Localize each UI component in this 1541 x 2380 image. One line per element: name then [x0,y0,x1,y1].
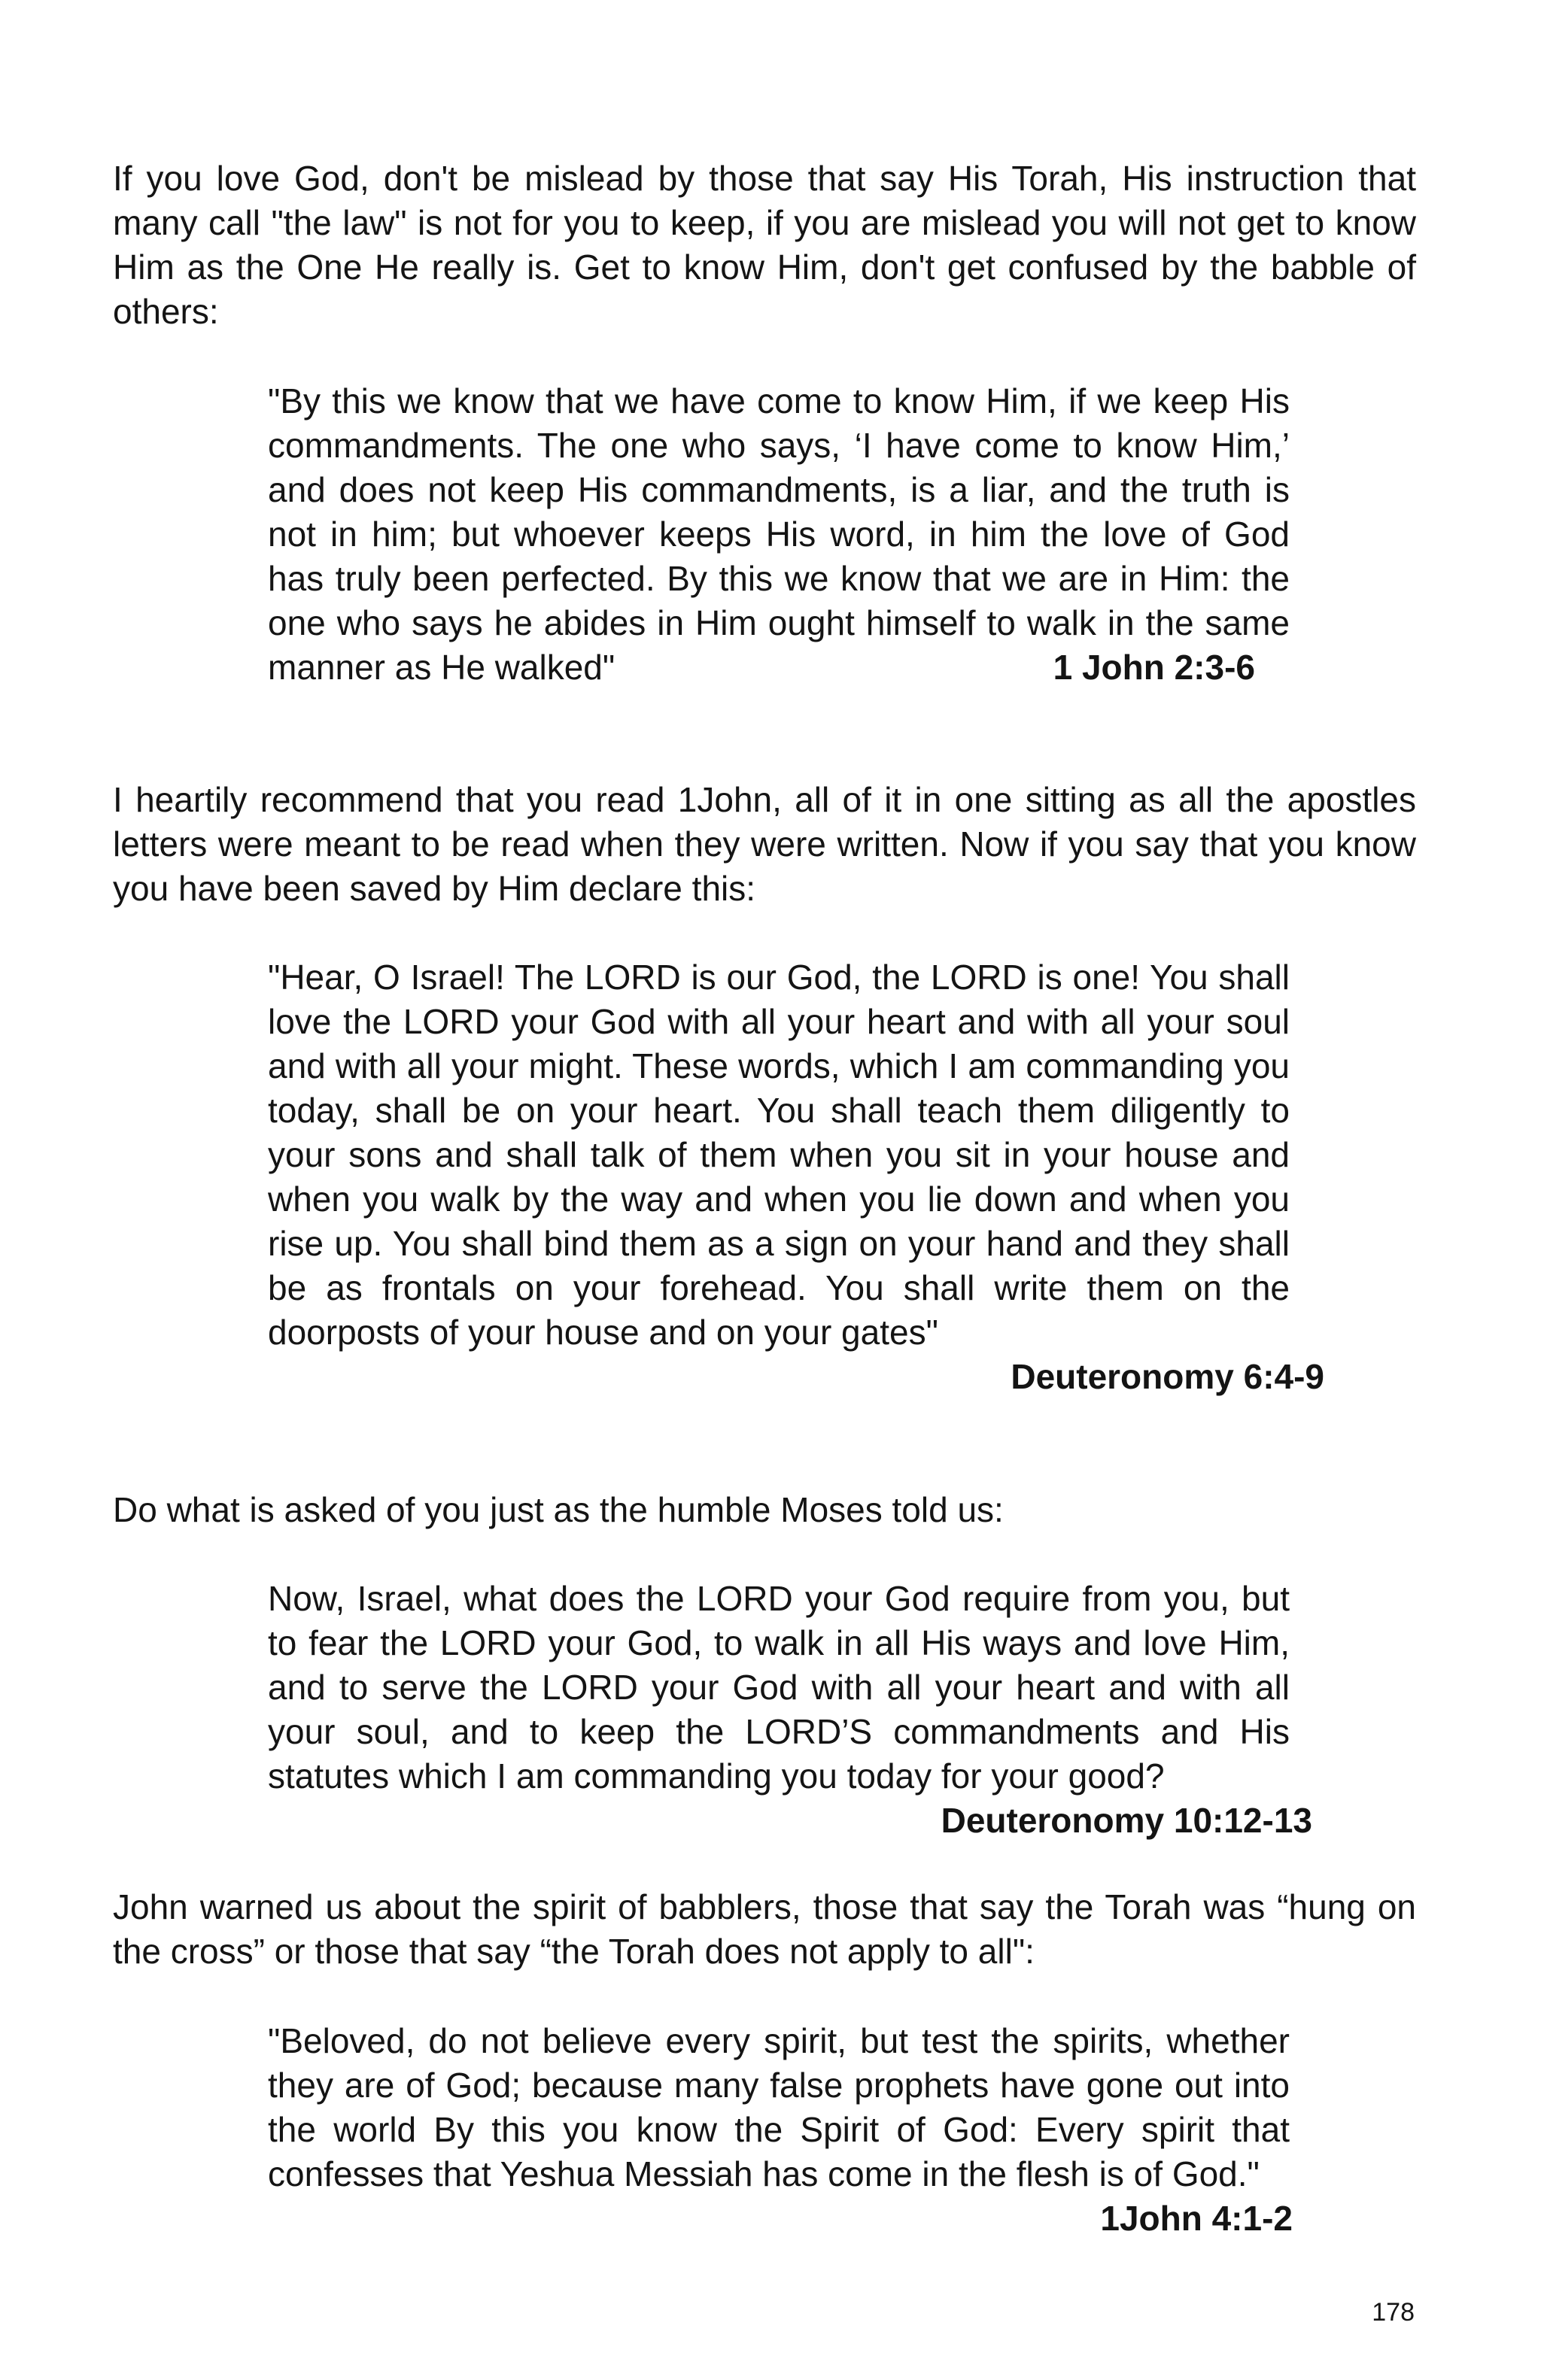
paragraph-moses: Do what is asked of you just as the humble Moses told us: [113,1490,1004,1529]
quote-citation: 1 John 2:3-6 [1053,648,1255,687]
quote-deuteronomy-6 [268,955,1324,1399]
paragraph-intro: If you love God, don't be mislead by those that say His Torah, His instruction that many call "the law" is not for you to keep, if you are mislead you will not get to know Him as the One He really is. Get to know Him, don't get confused by the babble of others: [113,159,1416,331]
quote-1john-4 [268,2019,1293,2241]
quote-citation: Deuteronomy 6:4-9 [1011,1357,1324,1396]
quote-text: "Hear, O Israel! The LORD is our God, the LORD is one! You shall love the LORD your God with all your heart and with all your soul and with all your might. These words, which I am commanding you today, shall be on your heart. You shall teach them diligently to your sons and shall talk of them when you sit in your house and when you walk by the way and when you lie down and when you rise up. You shall bind them as a sign on your hand and they shall be as frontals on your forehead. You shall write them on the doorposts of your house and on your gates" [268,958,1290,1352]
quote-1john-2 [268,379,1290,690]
quote-text: "By this we know that we have come to know Him, if we keep His commandments. The one who says, ‘I have come to know Him,’ and does not keep His commandments, is a liar, and the truth is not in him; but whoever keeps His word, in him the love of God has truly been perfected. By this we know that we are in Him: the one who says he abides in Him ought himself to walk in the same manner as He walked" [268,381,1290,687]
quote-deuteronomy-10 [268,1577,1312,1843]
paragraph-john-warned: John warned us about the spirit of babblers, those that say the Torah was “hung on the cross” or those that say “the Torah does not apply to all": [113,1887,1416,1971]
paragraph-recommend: I heartily recommend that you read 1John, all of it in one sitting as all the apostles letters were meant to be read when they were written. Now if you say that you know you have been saved by Him declare this: [113,780,1416,908]
quote-text: "Beloved, do not believe every spirit, but test the spirits, whether they are of God; because many false prophets have gone out into the world By this you know the Spirit of God: Every spirit that confesses that Yeshua Messiah has come in the flesh is of God." [268,2021,1290,2193]
quote-citation: Deuteronomy 10:12-13 [941,1801,1312,1840]
page-number: 178 [1372,2298,1415,2327]
quote-citation: 1John 4:1-2 [1100,2199,1293,2238]
quote-text: Now, Israel, what does the LORD your God require from you, but to fear the LORD your God, to walk in all His ways and love Him, and to serve the LORD your God with all your heart and with all your soul, and to keep the LORD’S commandments and His statutes which I am commanding you today for your good? [268,1579,1290,1796]
